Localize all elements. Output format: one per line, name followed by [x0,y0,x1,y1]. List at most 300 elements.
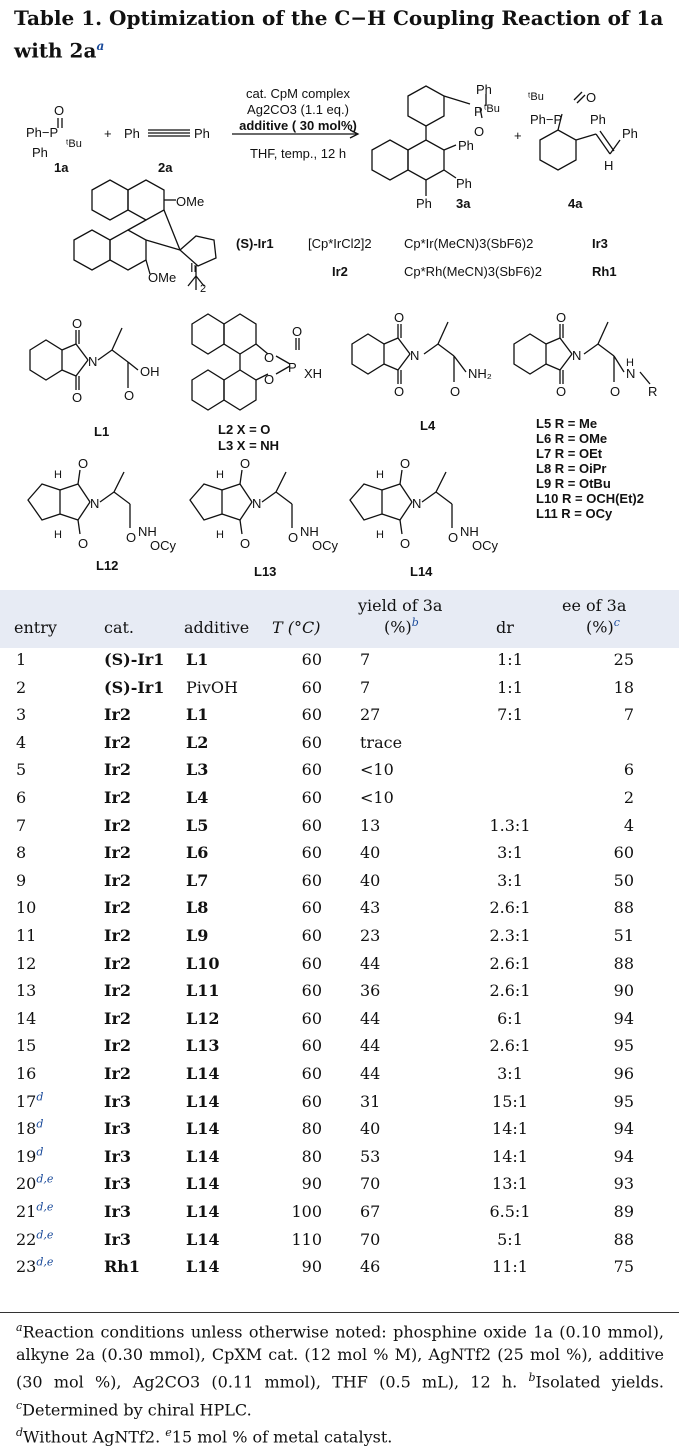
svg-text:O: O [78,536,89,551]
entry-cell: 14 [16,1008,37,1028]
header-ee: ee of 3a [562,596,627,615]
catalyst-cell: Ir2 [104,1036,132,1056]
additive-cell: L14 [186,1064,220,1083]
svg-text:O: O [72,390,83,405]
ee-cell: 93 [613,1174,634,1194]
dr-cell: 14:1 [492,1119,528,1139]
entry-cell: 9 [16,870,27,890]
table-row [0,1062,679,1086]
yield-cell: 44 [360,1064,381,1083]
catalyst-cell: (S)-Ir1 [104,677,165,697]
svg-text:Ph−P: Ph−P [530,112,563,127]
l11-label: L11 R = OCy [536,506,613,521]
ee-cell: 51 [613,926,634,945]
temperature-cell: 60 [301,1008,322,1028]
yield-cell: 31 [360,1091,381,1111]
l2-label: L2 X = O [218,422,271,437]
dr-cell: 1:1 [497,677,523,697]
entry-cell: 17$^d$ [16,1090,44,1111]
entry-cell: 21$^{d,e}$ [16,1200,54,1221]
svg-text:ᵗBu: ᵗBu [66,138,82,150]
header-yield-unit: (%)$^b$ [384,616,419,637]
catalyst-cell: Ir2 [104,1064,132,1083]
svg-text:Ph: Ph [124,126,140,141]
table-row [0,869,679,893]
ee-cell: 88 [613,1229,634,1249]
footnote-a: Reaction conditions unless otherwise noted: phosphine oxide 1a (0.10 mmol), alkyne 2a (0.30 mmol), CpXM cat. (12 mol % M), AgNTf2 (25 mol %), additive (30 mol %), Ag2CO3 (0.11 mmol), THF (0.5 mL), 12 h. [16,1322,664,1392]
additive-cell: L14 [186,1146,220,1166]
dr-cell: 2.6:1 [489,1036,531,1056]
yield-cell: 43 [360,898,381,918]
svg-text:H: H [54,469,62,481]
entry-cell: 4 [16,732,27,752]
entry-cell: 18$^d$ [16,1117,44,1139]
ee-cell: 89 [613,1202,634,1221]
catalyst-cell: Ir3 [104,1091,132,1111]
svg-text:OMe: OMe [148,270,177,285]
additive-cell: L9 [186,926,209,945]
catalyst-cell: Ir3 [104,1202,132,1221]
catalyst-cell: Ir2 [104,926,132,945]
catalyst-cell: Ir2 [104,1008,132,1028]
additive-cell: L14 [186,1119,220,1139]
yield-cell: 70 [360,1229,381,1249]
table-row [0,1255,679,1279]
temperature-cell: 60 [301,650,322,669]
temperature-cell: 90 [301,1257,322,1277]
dr-cell: 3:1 [497,870,523,890]
table-row [0,896,679,920]
additive-cell: PivOH [186,677,238,697]
catalyst-cell: Ir2 [104,815,132,835]
svg-text:H: H [376,529,384,541]
additive-cell: L6 [186,843,209,863]
table-row [0,758,679,782]
yield-cell: 40 [360,1119,381,1139]
svg-text:O: O [72,316,83,331]
yield-cell: <10 [360,788,394,807]
dr-cell: 1.3:1 [489,815,531,835]
sm1-label: 1a [54,160,69,175]
table-row [0,676,679,700]
additive-cell: L14 [186,1257,220,1277]
l10-label: L10 R = OCH(Et)2 [536,491,644,506]
entry-cell: 13 [16,981,37,1001]
table-bottom-rule [0,1312,679,1313]
dr-cell: 11:1 [492,1257,528,1277]
svg-text:Ph: Ph [416,196,432,211]
catalyst-cell: Ir3 [104,1119,132,1139]
temperature-cell: 60 [301,981,322,1001]
dr-cell: 2.6:1 [489,981,531,1001]
temperature-cell: 60 [301,1036,322,1056]
p1-label: 3a [456,196,471,211]
entry-cell: 11 [16,926,37,945]
cond-catalyst: cat. CpM complex [245,86,351,101]
additive-cell: L14 [186,1091,220,1111]
svg-text:NH: NH [138,524,157,539]
ee-cell: 94 [613,1146,634,1166]
svg-text:O: O [292,324,303,339]
yield-cell: 70 [360,1174,381,1194]
ee-cell: 88 [613,953,634,973]
l7-label: L7 R = OEt [536,446,603,461]
ee-cell: 90 [613,981,634,1001]
additive-cell: L3 [186,760,209,780]
header-dr: dr [496,618,514,637]
svg-text:O: O [400,536,411,551]
footnote-b: Isolated yields. [535,1372,665,1392]
ee-cell: 2 [623,788,634,807]
l4-label: L4 [420,418,436,433]
l5-label: L5 R = Me [536,416,598,431]
svg-text:OMe: OMe [176,194,205,209]
dr-cell: 2.6:1 [489,898,531,918]
reaction-scheme [0,0,679,586]
cond-additive: additive ( 30 mol%) [239,118,357,133]
svg-text:O: O [400,456,411,471]
catalyst-cell: Rh1 [104,1257,141,1277]
ee-cell: 95 [613,1036,634,1056]
yield-cell: 7 [360,650,371,669]
catalyst-cell: Ir2 [104,788,132,807]
entry-cell: 2 [16,677,27,697]
svg-text:O: O [448,530,459,545]
table-row [0,786,679,810]
entry-cell: 19$^d$ [16,1145,44,1166]
svg-text:N: N [410,348,420,363]
svg-text:ᵗBu: ᵗBu [484,103,500,115]
dr-cell: 2.6:1 [489,953,531,973]
catalyst-cell: Ir3 [104,1229,132,1249]
header-cat: cat. [104,618,135,637]
table-row [0,952,679,976]
dr-cell: 3:1 [497,843,523,863]
svg-text:O: O [556,310,567,325]
cond-oxidant: Ag2CO3 (1.1 eq.) [247,102,349,117]
entry-cell: 7 [16,815,27,835]
svg-text:+: + [104,126,112,141]
table-row [0,703,679,727]
svg-text:H: H [216,469,224,481]
svg-text:2: 2 [200,283,207,295]
svg-text:Ph: Ph [456,176,472,191]
l13-label: L13 [254,564,277,579]
svg-text:N: N [252,496,262,511]
additive-cell: L5 [186,815,209,835]
table-row [0,979,679,1003]
svg-text:NH: NH [460,524,479,539]
cond-solvent: THF, temp., 12 h [249,146,347,161]
catalyst-cell: Ir3 [104,1146,132,1166]
svg-text:O: O [240,536,251,551]
dr-cell: 3:1 [497,1064,523,1083]
dr-cell: 2.3:1 [489,926,531,945]
temperature-cell: 60 [301,815,322,835]
table-title: Table 1. Optimization of the C−H Coupling Reaction of 1a with $2a^a$ [14,6,664,63]
temperature-cell: 60 [301,898,322,918]
svg-text:XH: XH [304,366,323,381]
l8-label: L8 R = OiPr [536,461,607,476]
svg-text:H: H [376,469,384,481]
svg-text:N: N [90,496,100,511]
yield-cell: 7 [360,677,371,697]
header-yield: yield of 3a [358,596,443,615]
l1-label: L1 [94,424,110,439]
temperature-cell: 60 [301,732,322,752]
svg-text:OH: OH [140,364,160,379]
ee-cell: 25 [613,650,634,669]
yield-cell: 53 [360,1146,381,1166]
additive-cell: L14 [186,1229,220,1249]
yield-cell: 40 [360,843,381,863]
additive-cell: L2 [186,732,209,752]
yield-cell: 44 [360,1036,381,1056]
additive-cell: L14 [186,1174,220,1194]
entry-cell: 15 [16,1036,37,1056]
temperature-cell: 60 [301,705,322,725]
footnote-b-mark: b [528,1371,536,1385]
svg-text:ᵗBu: ᵗBu [528,91,544,103]
l14-label: L14 [410,564,433,579]
svg-text:P: P [474,104,483,119]
svg-text:Ph: Ph [32,145,48,160]
temperature-cell: 80 [301,1119,322,1139]
svg-text:P: P [288,360,297,375]
temperature-cell: 60 [301,1091,322,1111]
svg-text:H: H [216,529,224,541]
entry-cell: 20$^{d,e}$ [16,1173,54,1194]
dr-cell: 15:1 [492,1091,528,1111]
ee-cell: 18 [613,677,634,697]
svg-text:Ph: Ph [622,126,638,141]
additive-cell: L10 [186,953,220,973]
footnote-e-mark: e [165,1425,172,1439]
svg-text:N: N [88,354,98,369]
catalyst-cell: Ir2 [104,870,132,890]
entry-cell: 12 [16,953,37,973]
footnote-c: Determined by chiral HPLC. [22,1399,252,1419]
footnotes [16,1316,664,1448]
temperature-cell: 80 [301,1146,322,1166]
header-ee-unit: (%)$^c$ [586,616,620,637]
svg-text:H: H [604,158,614,173]
footnote-a-mark: a [16,1321,23,1334]
catalyst-cell: Ir2 [104,843,132,863]
svg-text:Ph: Ph [458,138,474,153]
additive-cell: L7 [186,870,209,890]
svg-text:Ir: Ir [190,260,198,275]
svg-text:O: O [264,372,275,387]
l9-label: L9 R = OtBu [536,476,611,491]
entry-cell: 16 [16,1064,37,1083]
temperature-cell: 100 [291,1202,322,1221]
ir3-label: Ir3 [592,236,608,251]
svg-text:H: H [626,357,634,369]
catalyst-cell: Ir2 [104,898,132,918]
yield-cell: 36 [360,981,381,1001]
ee-cell: 96 [613,1064,634,1083]
temperature-cell: 60 [301,870,322,890]
sm2-label: 2a [158,160,173,175]
table-row [0,1200,679,1224]
yield-cell: trace [360,732,403,752]
svg-text:O: O [126,530,137,545]
svg-text:O: O [450,384,461,399]
footnote-e: 15 mol % of metal catalyst. [171,1427,393,1447]
svg-text:+: + [514,128,522,143]
svg-text:O: O [264,350,275,365]
temperature-cell: 110 [291,1229,322,1249]
table-row [0,1172,679,1196]
entry-cell: 1 [16,650,27,669]
ir2-formula: [Cp*IrCl2]2 [308,236,372,251]
table-row [0,814,679,838]
table-row [0,1117,679,1141]
ee-cell: 94 [613,1119,634,1139]
svg-text:N: N [412,496,422,511]
yield-cell: 27 [360,705,381,725]
yield-cell: 44 [360,953,381,973]
ee-cell: 60 [613,843,634,863]
svg-text:O: O [394,310,405,325]
dr-cell: 6.5:1 [489,1202,531,1221]
additive-cell: L8 [186,898,209,918]
ir2-label: Ir2 [332,264,348,279]
temperature-cell: 60 [301,788,322,807]
svg-text:O: O [610,384,621,399]
svg-text:O: O [288,530,299,545]
svg-text:N: N [572,348,582,363]
ee-cell: 94 [613,1008,634,1028]
additive-cell: L4 [186,788,209,807]
ir3-formula: Cp*Ir(MeCN)3(SbF6)2 [404,236,534,251]
ee-cell: 95 [613,1091,634,1111]
svg-text:Ph: Ph [194,126,210,141]
header-entry: entry [14,618,57,637]
svg-text:R: R [648,384,658,399]
dr-cell: 1:1 [497,650,523,669]
table-row [0,1090,679,1114]
additive-cell: L12 [186,1008,220,1028]
table-row [0,841,679,865]
catalyst-cell: (S)-Ir1 [104,650,165,669]
svg-text:Ph: Ph [590,112,606,127]
temperature-cell: 90 [301,1174,322,1194]
rh1-label: Rh1 [592,264,617,279]
svg-text:O: O [124,388,135,403]
catalyst-cell: Ir2 [104,705,132,725]
table-row [0,1007,679,1031]
yield-cell: 40 [360,870,381,890]
svg-text:O: O [586,90,597,105]
additive-cell: L11 [186,981,220,1001]
svg-text:O: O [474,124,485,139]
table-row [0,924,679,948]
svg-text:Ph: Ph [476,82,492,97]
svg-text:O: O [394,384,405,399]
additive-cell: L1 [186,705,209,725]
catalyst-cell: Ir3 [104,1174,132,1194]
svg-text:NH: NH [300,524,319,539]
table-row [0,731,679,755]
p2-label: 4a [568,196,583,211]
ee-cell: 7 [623,705,634,725]
yield-cell: 23 [360,926,381,945]
svg-text:OCy: OCy [472,538,498,553]
svg-text:O: O [240,456,251,471]
catalyst-cell: Ir2 [104,760,132,780]
temperature-cell: 60 [301,677,322,697]
ee-cell: 88 [613,898,634,918]
ee-cell: 75 [613,1257,634,1277]
yield-cell: 13 [360,815,381,835]
footnote-d-mark: d [16,1425,24,1439]
yield-cell: 44 [360,1008,381,1028]
header-temperature: T (°C) [272,618,321,637]
table-header [0,590,679,648]
svg-text:O: O [54,103,65,118]
svg-text:H: H [54,529,62,541]
rh1-formula: Cp*Rh(MeCN)3(SbF6)2 [404,264,542,279]
ee-cell: 50 [613,870,634,890]
ir1-label: (S)-Ir1 [236,236,274,251]
temperature-cell: 60 [301,926,322,945]
l6-label: L6 R = OMe [536,431,608,446]
dr-cell: 7:1 [497,705,523,725]
entry-cell: 5 [16,760,27,780]
yield-cell: 67 [360,1202,381,1221]
table-row [0,648,679,672]
dr-cell: 13:1 [492,1174,528,1194]
footnote-c-mark: c [16,1398,23,1412]
entry-cell: 6 [16,788,27,807]
dr-cell: 14:1 [492,1146,528,1166]
l12-label: L12 [96,558,119,573]
catalyst-cell: Ir2 [104,953,132,973]
yield-cell: 46 [360,1257,381,1277]
entry-cell: 8 [16,843,27,863]
entry-cell: 23$^{d,e}$ [16,1255,54,1277]
table-row [0,1228,679,1252]
ee-cell: 4 [623,815,634,835]
svg-text:NH₂: NH₂ [468,366,492,381]
entry-cell: 22$^{d,e}$ [16,1228,54,1249]
svg-text:O: O [556,384,567,399]
catalyst-cell: Ir2 [104,981,132,1001]
table-row [0,1034,679,1058]
table-row [0,1145,679,1169]
temperature-cell: 60 [301,843,322,863]
svg-text:OCy: OCy [150,538,176,553]
svg-text:O: O [78,456,89,471]
entry-cell: 10 [16,898,37,918]
svg-text:Ph−P: Ph−P [26,125,59,140]
yield-cell: <10 [360,760,394,780]
dr-cell: 5:1 [497,1229,523,1249]
header-additive: additive [184,618,250,637]
additive-cell: L13 [186,1036,220,1056]
temperature-cell: 60 [301,1064,322,1083]
footnote-d: Without AgNTf2. [23,1427,161,1447]
additive-cell: L14 [186,1202,220,1221]
svg-text:OCy: OCy [312,538,338,553]
temperature-cell: 60 [301,953,322,973]
additive-cell: L1 [186,650,209,669]
temperature-cell: 60 [301,760,322,780]
l3-label: L3 X = NH [218,438,280,453]
entry-cell: 3 [16,705,27,725]
